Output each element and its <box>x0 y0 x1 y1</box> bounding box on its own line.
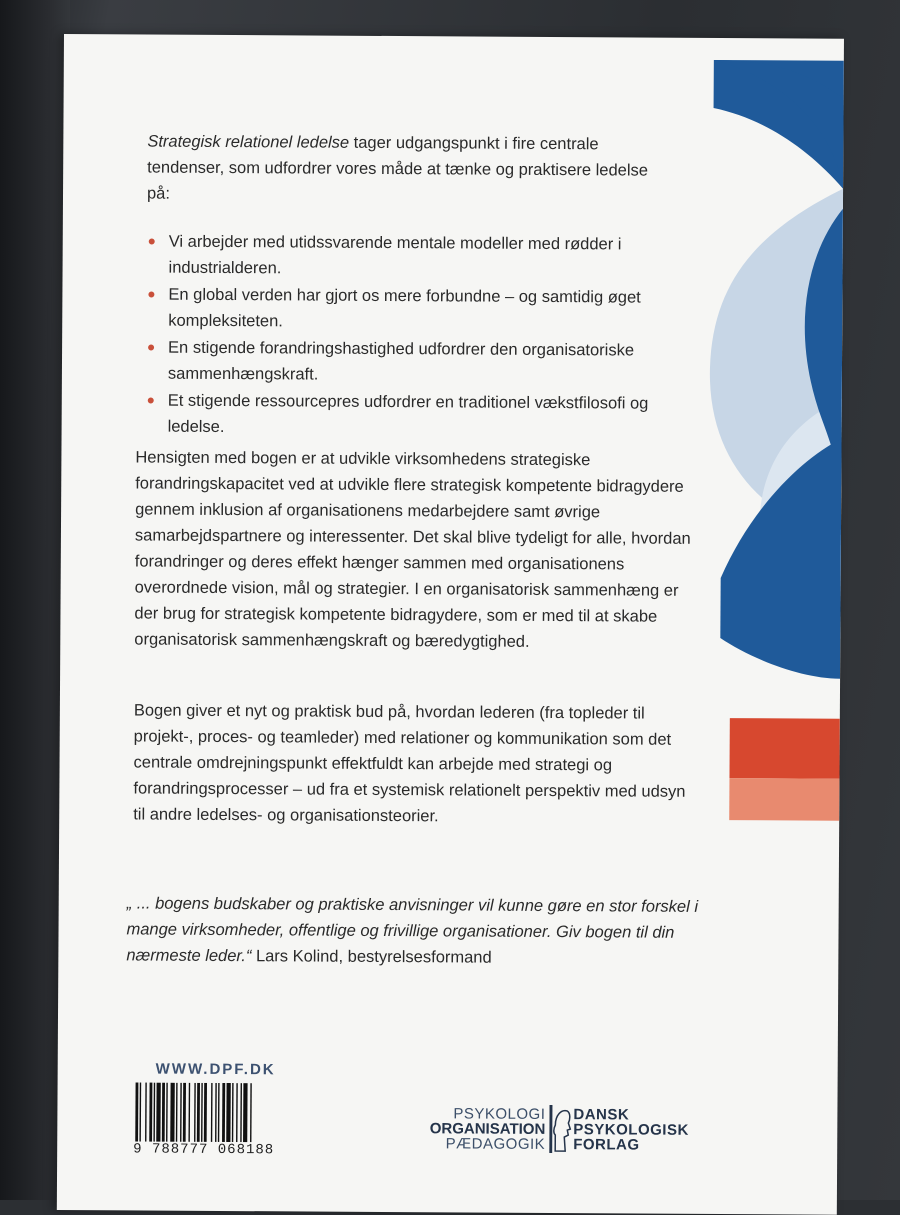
list-item-text: En stigende forandringshastighed udfordrer den organisatoriske sammenhængskraft. <box>167 338 635 384</box>
series-word-1: PSYKOLOGI <box>453 1105 546 1123</box>
publisher-website: WWW.DPF.DK <box>155 1060 276 1079</box>
list-item <box>146 335 656 390</box>
endorsement-quote <box>126 890 746 972</box>
quote-attribution: Lars Kolind, bestyrelsesformand <box>251 947 492 967</box>
bullet-icon <box>148 398 154 404</box>
series-word-2: ORGANISATION <box>429 1120 546 1138</box>
intro-paragraph <box>147 129 657 210</box>
book-title-italic: Strategisk relationel ledelse <box>147 132 350 152</box>
bullet-icon <box>149 239 155 245</box>
isbn-number: 9 788777 068188 <box>133 1141 303 1158</box>
intro-text: tager udgangspunkt i fire centrale tendenser, som udfordrer vores måde at tænke og praktisere ledelse på: <box>146 133 649 203</box>
bullet-icon <box>148 292 154 298</box>
series-logo <box>421 1106 545 1152</box>
publisher-logo <box>573 1107 689 1153</box>
list-item <box>146 388 656 443</box>
list-item-text: Vi arbejder med utidssvarende mentale modeller med rødder i industrialderen. <box>168 232 622 278</box>
publisher-word-1: DANSK <box>573 1106 630 1124</box>
list-item <box>146 282 656 337</box>
bullet-icon <box>148 345 154 351</box>
red-block <box>729 718 839 779</box>
purpose-paragraph: Hensigten med bogen er at udvikle virksomhedens strategiske forandringskapacitet ved at udvikle flere strategisk kompetente bidragydere gennem inklusion af organisationens medarbejdere samt øvrige samarbejdspartnere og interessenter. Det skal blive tydeligt for alle, hvordan forandringer og deres effekt hænger sammen med organisationens overordnede vision, mål og strategier. I en organisatorisk sammenhæng er der brug for strategisk kompetente bidragydere, som er med til at skabe organisatorisk sammenhængskraft og bæredygtighed. <box>134 448 691 651</box>
publisher-word-2: PSYKOLOGISK <box>573 1121 689 1139</box>
list-item-text: En global verden har gjort os mere forbundne – og samtidig øget kompleksiteten. <box>168 285 641 331</box>
head-profile-icon <box>549 1105 571 1153</box>
red-light-block <box>729 778 839 821</box>
list-item <box>146 229 656 284</box>
publisher-word-3: FORLAG <box>573 1136 640 1154</box>
approach-paragraph: Bogen giver et nyt og praktisk bud på, hvordan lederen (fra topleder til projekt-, proces- og teamleder) med relationer og kommunikation som det centrale omdrejningspunkt effektfuldt kan arbejde med strategi og forandringsprocesser – ud fra et systemisk relationelt perspektiv med udsyn til andre ledelses- og organisationsteorier. <box>133 701 686 826</box>
quote-text: „ ... bogens budskaber og praktiske anvisninger vil kunne gøre en stor forskel i mange virksomheder, offentlige og frivillige organisationer. Giv bogen til din nærmeste leder.“ <box>126 894 699 966</box>
series-word-3: PÆDAGOGIK <box>445 1135 546 1153</box>
list-item-text: Et stigende ressourcepres udfordrer en traditionel vækstfilosofi og ledelse. <box>167 391 649 436</box>
book-back-cover <box>57 34 844 1215</box>
tendency-list <box>146 229 657 444</box>
